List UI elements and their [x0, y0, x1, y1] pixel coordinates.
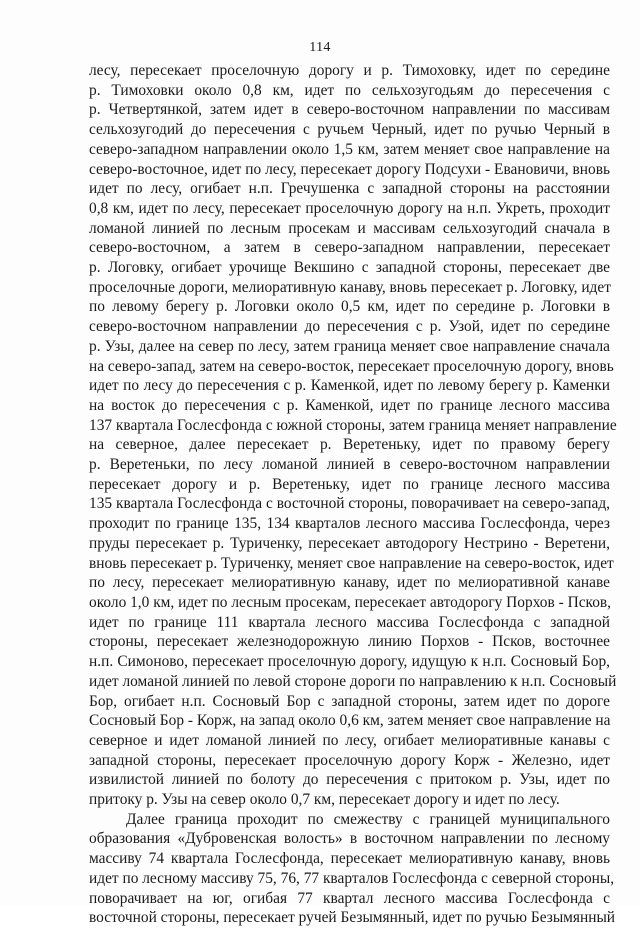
page-number: 114 [309, 40, 331, 55]
text-line: на северо-запад, затем на северо-восток, пересекает проселочную дорогу, вновь [89, 357, 614, 375]
text-line: северо-западном направлении около 1,5 км, затем меняет свое направление на [89, 140, 610, 158]
paragraph [89, 810, 616, 928]
text-line: ломаной линией по лесным просекам и массивам сельхозугодий сначала в [89, 219, 610, 237]
paragraph [89, 61, 617, 810]
text-line: по лесу, пересекает мелиоративную канаву, идет по мелиоративной канаве [89, 574, 610, 592]
text-line: идет по лесу, огибает н.п. Гречушенка с западной стороны на расстоянии [89, 180, 610, 198]
text-line: северное и идет ломаной линией по лесу, огибает мелиоративные канавы с [89, 731, 610, 749]
text-line: н.п. Симоново, пересекает проселочную дорогу, идущую к н.п. Сосновый Бор, [89, 653, 610, 671]
text-line: пересекает дорогу и р. Веретеньку, идет по границе лесного массива [89, 475, 610, 493]
text-line: р. Узы, далее на север по лесу, затем граница меняет свое направление сначала [89, 337, 610, 355]
text-line: на восток до пересечения с р. Каменкой, идет по границе лесного массива [89, 396, 610, 414]
text-line: идет ломаной линией по левой стороне дороги по направлению к н.п. Сосновый [89, 672, 617, 690]
text-line: стороны, пересекает железнодорожную линию Порхов - Псков, восточнее [89, 633, 610, 651]
text-line: по левому берегу р. Логовки около 0,5 км, идет по середине р. Логовки в [89, 298, 610, 316]
text-line: лесу, пересекает проселочную дорогу и р. Тимоховку, идет по середине [89, 62, 610, 79]
text-line: образования «Дубровенская волость» в восточном направлении по лесному [89, 830, 610, 848]
text-line: пруды пересекает р. Туриченку, пересекает автодорогу Нестрино - Веретени, [89, 534, 610, 552]
text-line: р. Веретеньки, по лесу ломаной линией в северо-восточном направлении [89, 456, 610, 474]
text-line: притоку р. Узы на север около 0,7 км, пересекает дорогу и идет по лесу. [89, 791, 560, 809]
text-line: р. Тимоховки около 0,8 км, идет по сельхозугодьям до пересечения с [89, 81, 610, 99]
text-line: около 1,0 км, идет по лесным просекам, пересекает автодорогу Порхов - Псков, [89, 593, 612, 611]
text-line: идет по лесу до пересечения с р. Каменкой, идет по левому берегу р. Каменки [89, 377, 610, 395]
document-body [89, 61, 617, 928]
text-line: вновь пересекает р. Туриченку, меняет свое направление на северо-восток, идет [89, 554, 614, 572]
text-line: Сосновый Бор - Корж, на запад около 0,6 км, затем меняет свое направление на [89, 712, 611, 730]
text-line: 137 квартала Гослесфонда с южной стороны, затем граница меняет направление [89, 416, 617, 434]
text-line: проселочные дороги, мелиоративную канаву, вновь пересекает р. Логовку, идет [89, 278, 611, 296]
text-line: проходит по границе 135, 134 кварталов лесного массива Гослесфонда, через [89, 515, 610, 533]
text-line: поворачивает на юг, огибая 77 квартал лесного массива Гослесфонда с [89, 889, 610, 907]
text-line: р. Логовку, огибает урочище Векшино с западной стороны, пересекает две [89, 259, 610, 277]
text-line: идет по лесному массиву 75, 76, 77 кварталов Гослесфонда с северной стороны, [89, 869, 615, 887]
text-line: западной стороны, пересекает проселочную дорогу Корж - Железно, идет [89, 751, 610, 769]
text-line: северо-восточном направлении до пересечения с р. Узой, идет по середине [89, 318, 610, 336]
text-line: на северное, далее пересекает р. Веретеньку, идет по правому берегу [89, 436, 610, 454]
text-line: северо-восточное, идет по лесу, пересекает дорогу Подсухи - Евановичи, вновь [89, 160, 610, 178]
text-line: северо-восточном, а затем в северо-западном направлении, пересекает [89, 239, 610, 257]
text-line: 0,8 км, идет по лесу, пересекает проселочную дорогу на н.п. Укреть, проходит [89, 199, 610, 217]
text-line: идет по границе 111 квартала лесного массива Гослесфонда с западной [89, 613, 610, 631]
text-line: р. Четвертянкой, затем идет в северо-восточном направлении по массивам [89, 101, 610, 119]
text-line: Далее граница проходит по смежеству с границей муниципального [126, 810, 610, 828]
text-line: Бор, огибает н.п. Сосновый Бор с западной стороны, затем идет по дороге [89, 692, 610, 710]
text-line: массиву 74 квартала Гослесфонда, пересекает мелиоративную канаву, вновь [89, 850, 610, 868]
text-line: сельхозугодий до пересечения с ручьем Черный, идет по ручью Черный в [89, 121, 610, 139]
text-line: извилистой линией по болоту до пересечения с притоком р. Узы, идет по [89, 771, 610, 789]
text-line: восточной стороны, пересекает ручей Безымянный, идет по ручью Безымянный [89, 909, 616, 927]
text-line: 135 квартала Гослесфонда с восточной стороны, поворачивает на северо-запад, [89, 495, 610, 513]
